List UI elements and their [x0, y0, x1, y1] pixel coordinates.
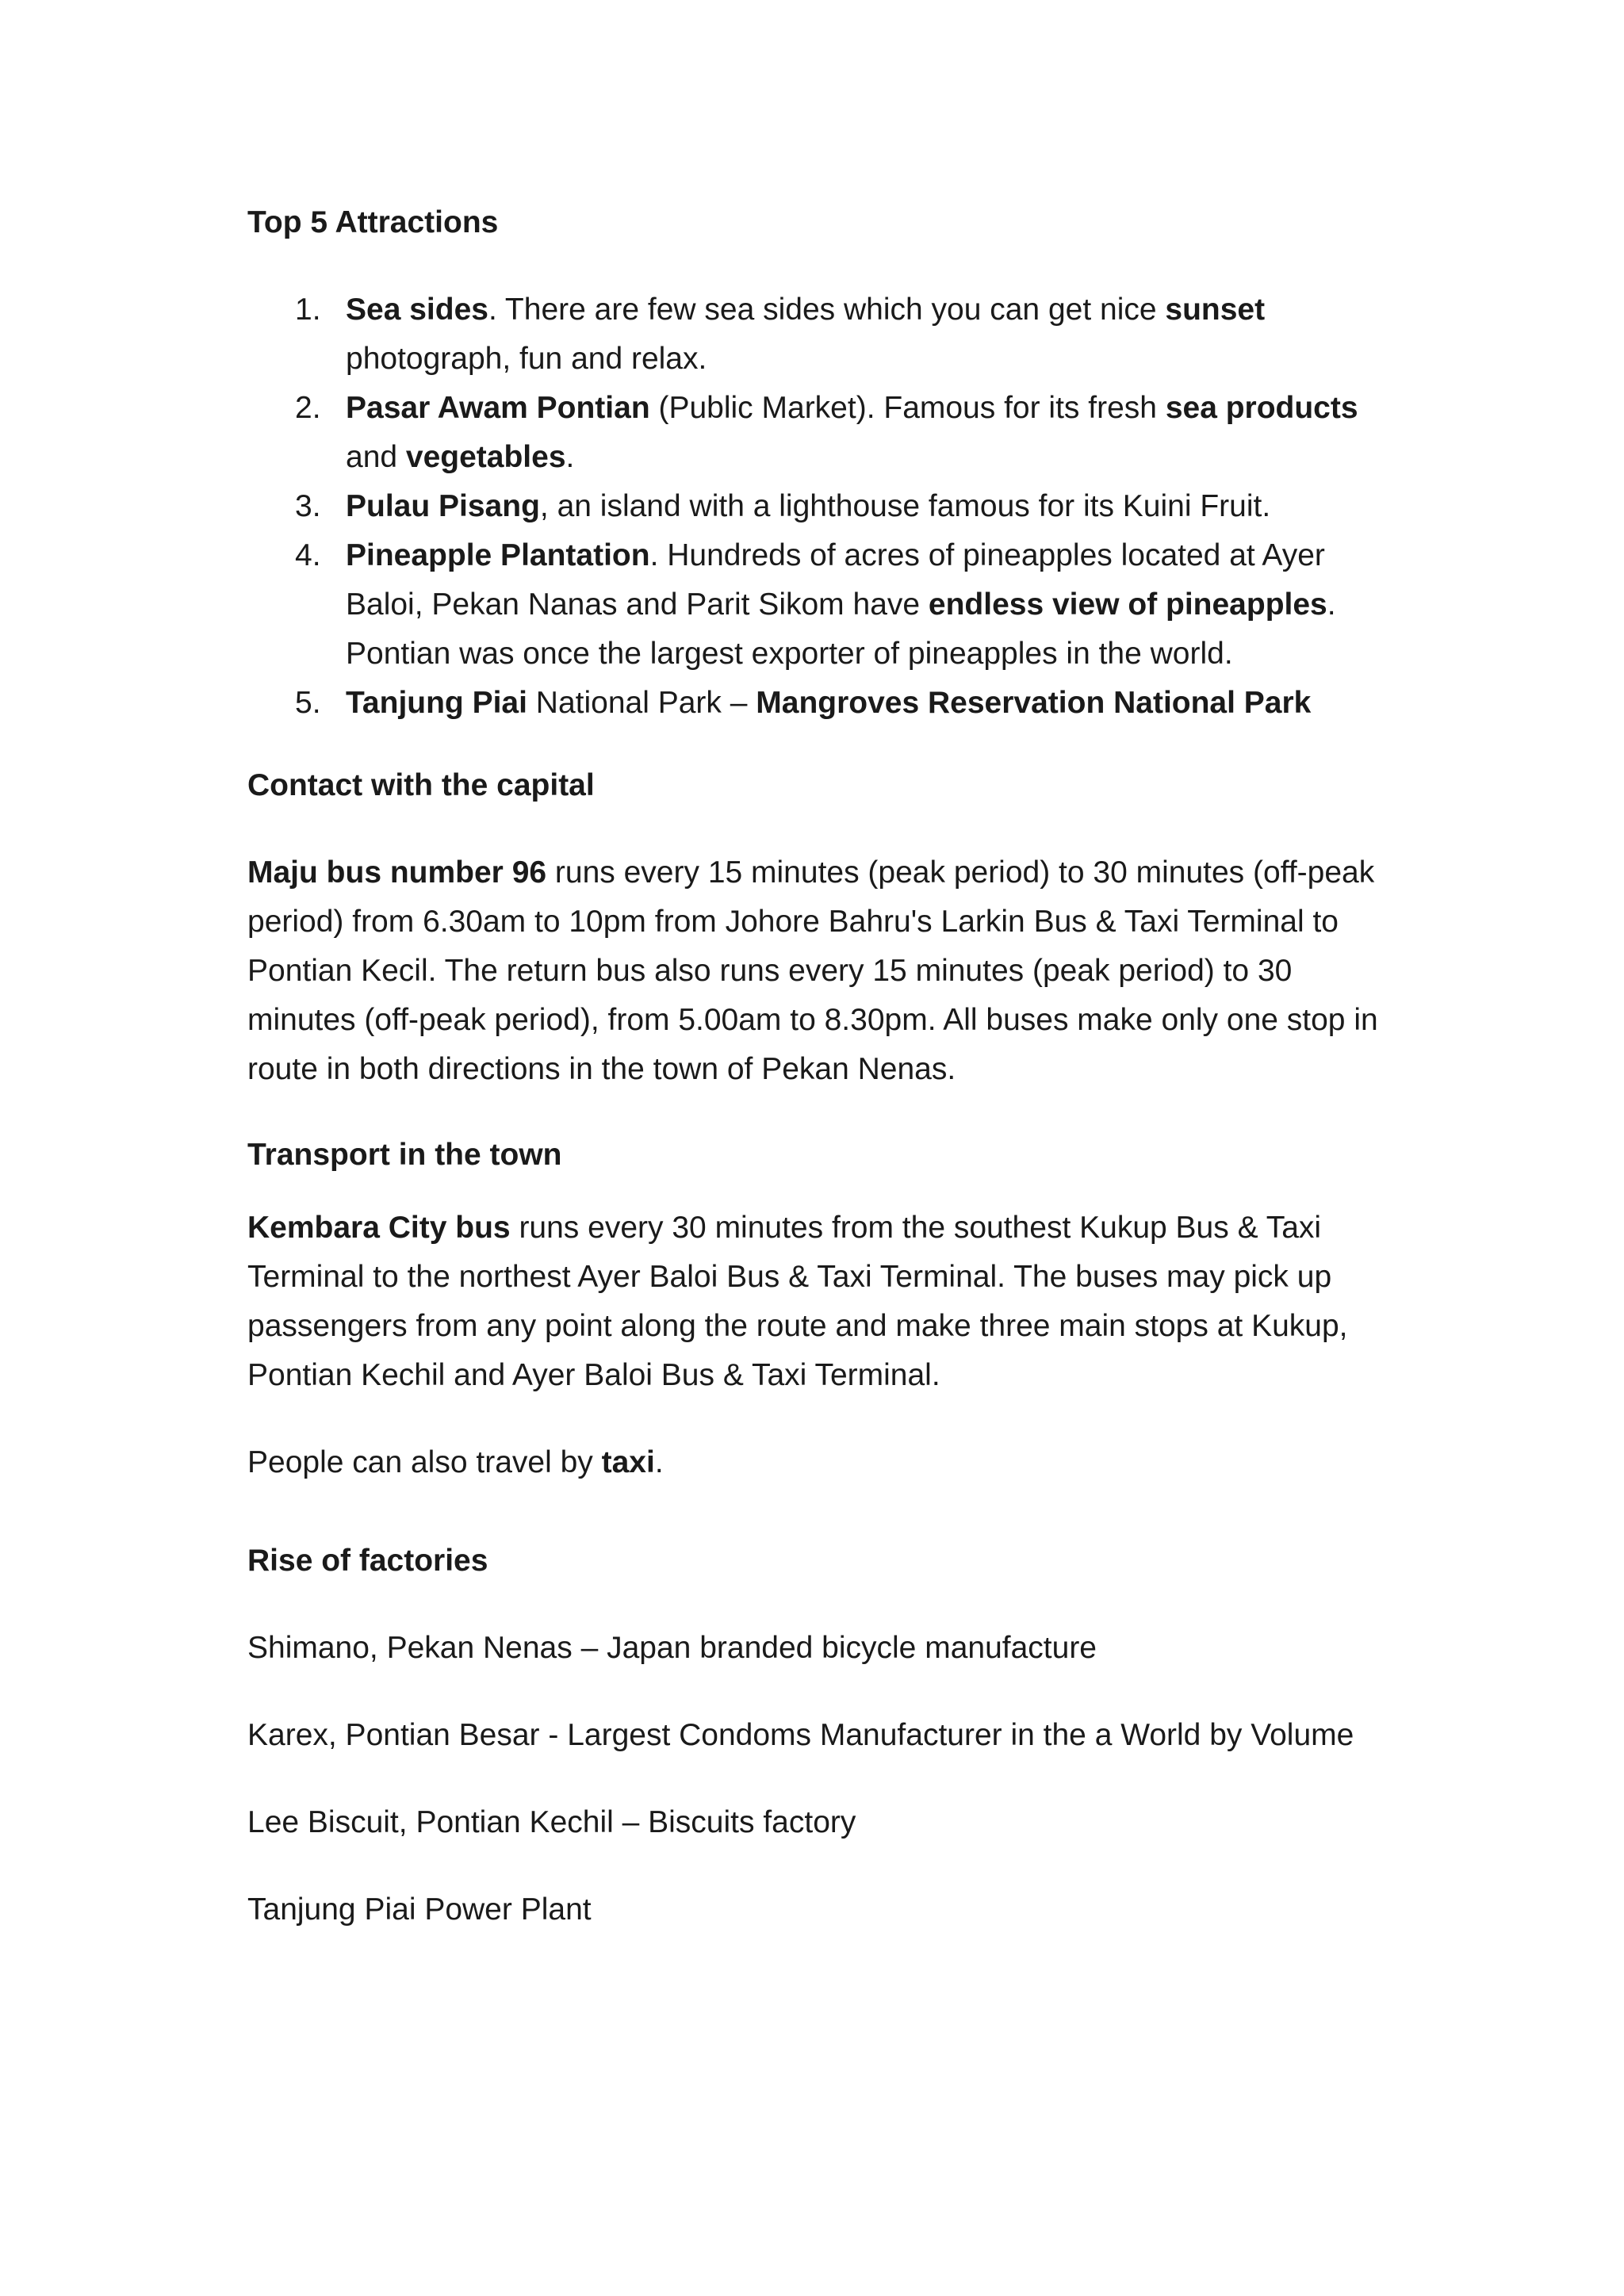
taxi-paragraph	[247, 1438, 1389, 1487]
item-emphasis: sunset	[1165, 293, 1266, 327]
list-number: 4.	[295, 538, 321, 572]
contact-heading: Contact with the capital	[247, 768, 595, 802]
taxi-text: People can also travel by	[247, 1445, 602, 1479]
transport-text: runs every 30 minutes from the southest Kukup Bus & Taxi Terminal to the northest Ayer Baloi Bus & Taxi Terminal. The buses may pick up passengers from any point along the route and make three main stops at Kukup, Pontian Kechil and Ayer Baloi Bus & Taxi Terminal.	[247, 1211, 1348, 1392]
item-title: Pasar Awam Pontian	[346, 391, 650, 425]
factory-item: Tanjung Piai Power Plant	[247, 1892, 592, 1927]
list-item	[247, 285, 1389, 384]
item-title: Pulau Pisang	[346, 489, 540, 523]
factories-heading: Rise of factories	[247, 1544, 488, 1578]
list-number: 2.	[295, 391, 321, 425]
item-emphasis: Mangroves Reservation National Park	[756, 686, 1312, 720]
factory-item: Karex, Pontian Besar - Largest Condoms Manufacturer in the a World by Volume	[247, 1718, 1354, 1752]
bus-name: Maju bus number 96	[247, 855, 547, 890]
item-text: (Public Market). Famous for its fresh	[649, 391, 1166, 425]
item-emphasis: vegetables	[405, 440, 566, 474]
transport-heading: Transport in the town	[247, 1138, 562, 1172]
item-text: and	[346, 440, 406, 474]
item-text: , an island with a lighthouse famous for its Kuini Fruit.	[539, 489, 1271, 523]
item-text: .	[565, 440, 575, 474]
list-number: 3.	[295, 489, 321, 523]
attractions-list	[247, 285, 1389, 728]
item-emphasis: endless view of pineapples	[928, 587, 1327, 622]
item-text: National Park –	[527, 686, 756, 720]
item-text: . Hundreds of acres of pineapples located at Ayer Baloi, Pekan Nanas and Parit Sikom have	[346, 538, 1325, 622]
bus-name: Kembara City bus	[247, 1211, 511, 1245]
factory-item: Lee Biscuit, Pontian Kechil – Biscuits factory	[247, 1805, 856, 1839]
item-text: photograph, fun and relax.	[346, 342, 707, 376]
list-item	[247, 531, 1389, 679]
taxi-emphasis: taxi	[601, 1445, 655, 1479]
taxi-text: .	[654, 1445, 664, 1479]
item-title: Pineapple Plantation	[346, 538, 650, 572]
list-item	[247, 384, 1389, 482]
list-item	[247, 482, 1389, 531]
attractions-heading: Top 5 Attractions	[247, 205, 499, 239]
item-text: . Pontian was once the largest exporter of pineapples in the world.	[346, 587, 1336, 671]
item-title: Sea sides	[346, 293, 488, 327]
list-number: 5.	[295, 686, 321, 720]
document-page	[247, 198, 1389, 1934]
factory-item: Shimano, Pekan Nenas – Japan branded bicycle manufacture	[247, 1631, 1097, 1665]
contact-paragraph	[247, 848, 1389, 1094]
transport-paragraph	[247, 1203, 1389, 1400]
list-item	[247, 679, 1389, 728]
contact-text: runs every 15 minutes (peak period) to 30 minutes (off-peak period) from 6.30am to 10pm from Johore Bahru's Larkin Bus & Taxi Terminal to Pontian Kecil. The return bus also runs every 15 minutes (peak period) to 30 minutes (off-peak period), from 5.00am to 8.30pm. All buses make only one stop in route in both directions in the town of Pekan Nenas.	[247, 855, 1378, 1086]
list-number: 1.	[295, 293, 321, 327]
item-text: . There are few sea sides which you can get nice	[488, 293, 1166, 327]
item-emphasis: sea products	[1165, 391, 1358, 425]
item-title: Tanjung Piai	[346, 686, 527, 720]
